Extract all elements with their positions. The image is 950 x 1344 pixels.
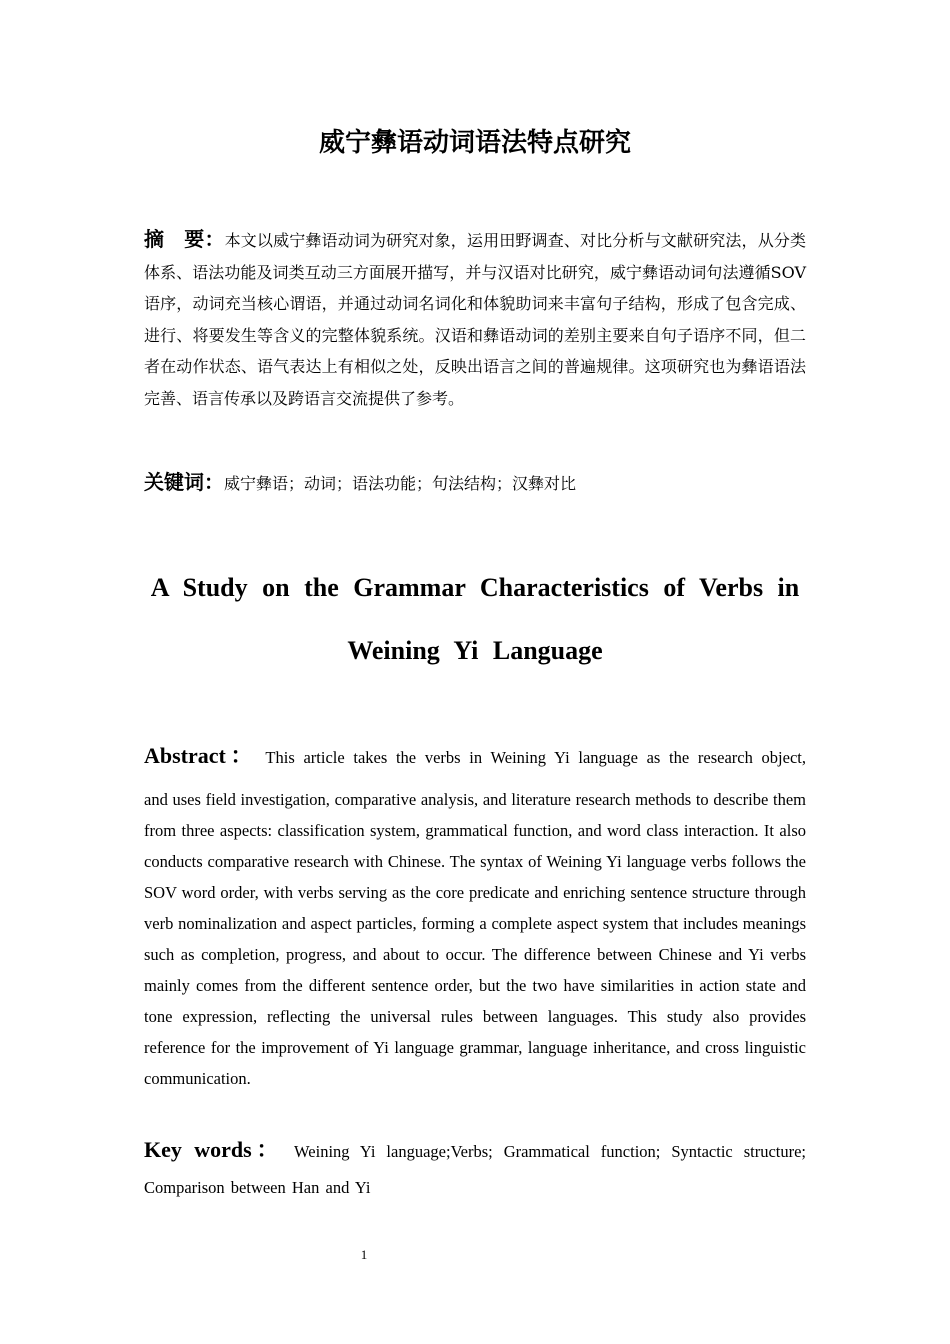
- english-abstract-text: and uses field investigation, comparative analysis, and literature research methods to describe them from three aspects: classification system, grammatical function, and word class interaction. It also conducts comparative research with Chinese. The syntax of Weining Yi language verbs follows the SOV word order, with verbs serving as the core predicate and enriching sentence structure through verb nominalization and aspect particles, forming a complete aspect system that includes meanings such as completion, progress, and about to occur. The difference between Chinese and Yi verbs mainly comes from the different sentence order, but the two have similarities in action state and tone expression, reflecting the universal rules between languages. This study also provides reference for the improvement of Yi language grammar, language inheritance, and cross linguistic communication.: [144, 790, 806, 1088]
- page-number: 1: [360, 1247, 368, 1262]
- english-abstract-lead-line: [144, 738, 806, 776]
- english-abstract: [144, 738, 806, 1094]
- english-title: [144, 556, 806, 682]
- english-title-line-1: A Study on the Grammar Characteristics of Verbs in: [150, 573, 800, 602]
- english-abstract-first-line: This article takes the verbs in Weining Yi language as the research object,: [265, 748, 806, 767]
- chinese-abstract: [144, 224, 806, 414]
- english-keywords: [144, 1132, 806, 1206]
- chinese-keywords-label: 关键词：: [144, 470, 224, 494]
- chinese-abstract-text: 本文以威宁彝语动词为研究对象，运用田野调查、对比分析与文献研究法，从分类体系、语法功能及词类互动三方面展开描写，并与汉语对比研究，威宁彝语动词句法遵循SOV语序，动词充当核心谓语，并通过动词名词化和体貌助词来丰富句子结构，形成了包含完成、进行、将要发生等含义的完整体貌系统。汉语和彝语动词的差别主要来自句子语序不同，但二者在动作状态、语气表达上有相似之处，反映出语言之间的普遍规律。这项研究也为彝语语法完善、语言传承以及跨语言交流提供了参考。: [144, 231, 806, 408]
- chinese-keywords-text: 威宁彝语；动词；语法功能；句法结构；汉彝对比: [224, 474, 577, 493]
- chinese-abstract-label: 摘 要：: [144, 227, 225, 251]
- chinese-keywords: [144, 466, 806, 500]
- chinese-title: 威宁彝语动词语法特点研究: [318, 128, 631, 158]
- english-keywords-text: Weining Yi language;Verbs; Grammatical function; Syntactic structure; Comparison between Han and Yi: [144, 1142, 807, 1197]
- english-abstract-label: Abstract：: [144, 743, 258, 768]
- english-title-line-2: Weining Yi Language: [347, 636, 603, 665]
- english-keywords-label: Key words：: [144, 1137, 284, 1162]
